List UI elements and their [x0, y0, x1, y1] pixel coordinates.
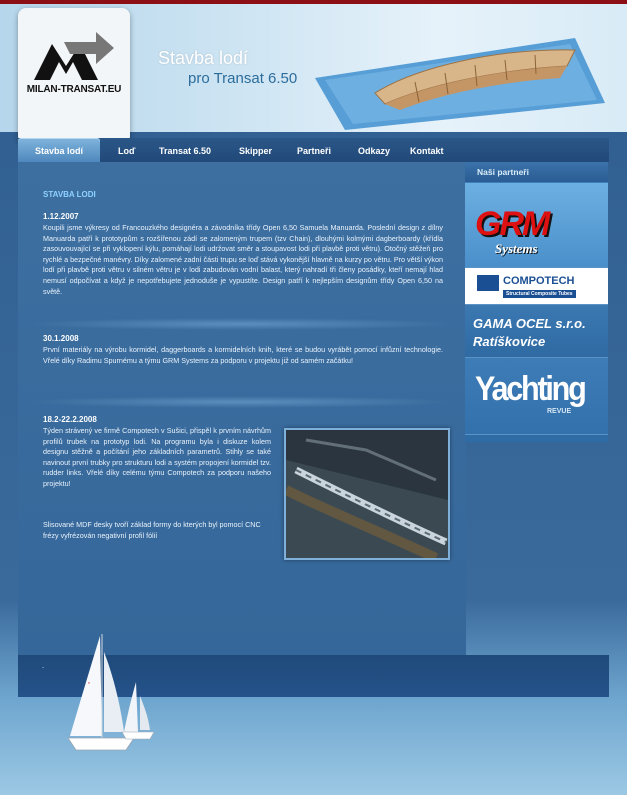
post-date: 30.1.2008: [43, 334, 79, 343]
divider: [26, 396, 456, 408]
post-date: 18.2-22.2.2008: [43, 415, 97, 424]
footer-text: .: [42, 661, 45, 670]
post-date: 1.12.2007: [43, 212, 79, 221]
partners-title-bar: [465, 162, 608, 182]
site-logo[interactable]: [18, 8, 130, 144]
partner-yachting-revue[interactable]: [465, 358, 608, 435]
sailboats-illustration: [58, 632, 168, 762]
partner-name: GAMA OCEL s.r.o.: [473, 316, 586, 331]
nav-skipper[interactable]: Skipper: [239, 146, 273, 156]
nav-partneri[interactable]: Partneři: [297, 146, 332, 156]
partner-compotech[interactable]: [465, 268, 608, 305]
partner-gama-ocel[interactable]: [465, 305, 608, 358]
partners-title: Naši partneři: [477, 167, 529, 177]
partner-sub: Systems: [495, 241, 538, 256]
post-text: Týden strávený ve firmě Compotech v Sušici, přispěl k prvním návrhům profilů trubek na prototyp lodi. Na programu byla i diskuze kolem designu stěžně a počítání jeho základních parametrů. Stihly se také navinout první trubky pro strukturu lodi a systém propojení kormidel tzv. rudder links. Vřelé díky celému týmu Compotech za podporu našeho projektu!: [43, 426, 271, 488]
svg-text:*: *: [88, 682, 90, 688]
partner-sub: Ratíškovice: [473, 334, 546, 349]
logo-text: MILAN-TRANSAT.EU: [26, 84, 122, 95]
partner-name: COMPOTECH: [503, 275, 575, 287]
workshop-photo: [284, 428, 450, 560]
partner-grm[interactable]: [465, 183, 608, 268]
partner-sub: Structural Composite Tubes: [503, 290, 576, 298]
partner-name: GRM: [475, 205, 549, 243]
nav-transat[interactable]: Transat 6.50: [159, 146, 212, 156]
main-navigation: [18, 138, 609, 162]
nav-stavba-lodi[interactable]: Stavba lodí: [18, 138, 100, 162]
boat-hull-illustration: [305, 18, 615, 133]
arrow-logo-icon: [18, 14, 130, 86]
section-title: STAVBA LODI: [43, 190, 96, 199]
nav-lod[interactable]: Loď: [118, 146, 136, 156]
post-text: Slisované MDF desky tvoří základ formy do kterých byl pomocí CNC frézy vyfrézován negativní profil fólií: [43, 520, 261, 540]
partner-name: Yachting: [475, 370, 585, 408]
workshop-photo-image: [286, 430, 448, 558]
header-subtitle: pro Transat 6.50: [188, 70, 298, 87]
header-title: Stavba lodí: [158, 48, 249, 68]
divider: [26, 318, 456, 330]
nav-odkazy[interactable]: Odkazy: [358, 146, 391, 156]
post-text: První materiály na výrobu kormidel, daggerboards a kormidelních knih, které se budou vyrábět pomocí infůzní technologie. Vřelé díky Radimu Spurnému a týmu GRM Systems za podporu v projektu již od samém začátku!: [43, 345, 443, 365]
nav-kontakt[interactable]: Kontakt: [410, 146, 444, 156]
post-text: Koupili jsme výkresy od Francouzkého designéra a závodníka třídy Open 6,50 Samuela Manuarda. Poslední design z dílny Manuarda patří k prototypům s rozšířenou zádí se zalomeným trupem (tzv Chain), dlouhými kolmými dagberboardy (křídla zasouvouvající se při vyklopení kýlu, pomáhají lodi udržovat směr a stoupavost lodi při plavbě proti větru). Otočný stěžeň pro rychlé a bezpečné manévry. Díky zalomené zadní části trupu se loď stává vykonější hlavně na kurzy po větru. Pro větší výkon lodí při plavbě proti větru v silném větru je v lodi zabudován vodní balast, který nahradí tři členy posádky, kteří nemají hlad nemusí odpočívat a když je nepotřebujete jednoduše je vypustíte. Design patří k nejlepším designům třídy Open 6,50 na světě.: [43, 223, 443, 296]
partner-sub: REVUE: [547, 408, 572, 415]
compotech-logo-icon: [477, 275, 499, 291]
